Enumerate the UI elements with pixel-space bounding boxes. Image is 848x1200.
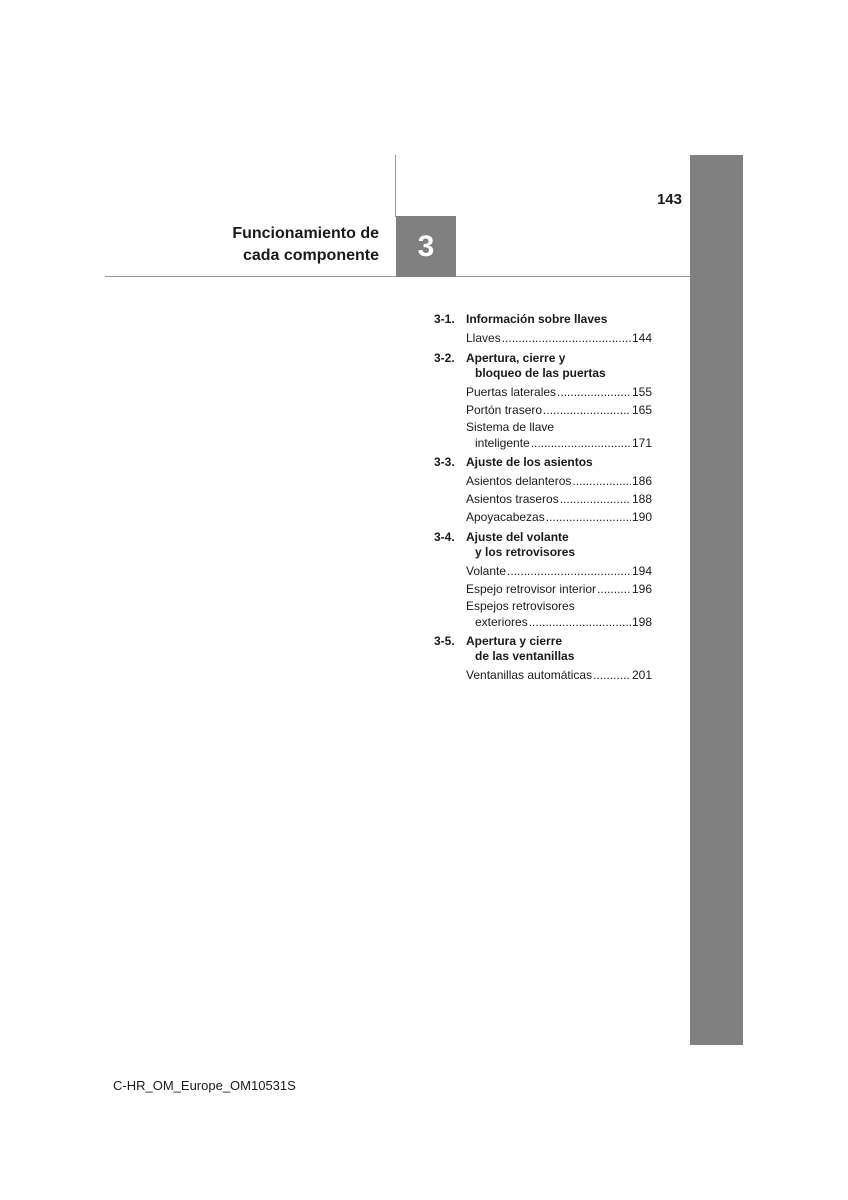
- leader-dots: [529, 614, 631, 630]
- toc-section-title-line: bloqueo de las puertas: [475, 366, 606, 380]
- toc-section-title-line: Información sobre llaves: [466, 312, 608, 326]
- toc-section: [434, 530, 652, 630]
- toc-section-heading: [434, 351, 652, 381]
- toc-entry[interactable]: [434, 329, 652, 347]
- toc-entry-page: 201: [631, 668, 652, 682]
- toc-entry-label: Llaves: [466, 331, 501, 345]
- toc-section-number: 3-4.: [434, 530, 455, 544]
- toc-section: [434, 351, 652, 451]
- document-code-footer: C-HR_OM_Europe_OM10531S: [113, 1078, 296, 1093]
- toc-entry-page: 198: [631, 615, 652, 629]
- toc-section-title-line: Ajuste de los asientos: [466, 455, 593, 469]
- toc-entry-label-line2: exteriores: [475, 615, 528, 629]
- toc-section-number: 3-2.: [434, 351, 455, 365]
- chapter-title-line2: cada componente: [242, 247, 379, 264]
- toc-entry-page: 165: [631, 403, 652, 417]
- leader-dots: [546, 508, 631, 526]
- leader-dots: [507, 562, 631, 580]
- toc-entry-page: 186: [631, 474, 652, 488]
- leader-dots: [543, 401, 631, 419]
- toc-entry-label: Puertas laterales: [466, 385, 557, 399]
- toc-entry-page: 194: [631, 564, 652, 578]
- toc-entry-page: 190: [631, 510, 652, 524]
- toc-entry-label: Portón trasero: [466, 403, 543, 417]
- toc-entry[interactable]: [434, 562, 652, 580]
- leader-dots: [593, 666, 631, 684]
- chapter-number-box: [396, 216, 456, 277]
- toc-section-title-line: Apertura y cierre: [466, 634, 563, 648]
- leader-dots: [557, 383, 631, 401]
- toc-entry[interactable]: [434, 666, 652, 684]
- toc-section-heading: [434, 634, 652, 664]
- toc-section-number: 3-5.: [434, 634, 455, 648]
- toc-section-title: [466, 634, 652, 664]
- toc-section-title-line: Apertura, cierre y: [466, 351, 566, 365]
- leader-dots: [572, 472, 631, 490]
- leader-dots: [531, 435, 631, 451]
- toc-section-title-line: Ajuste del volante: [466, 530, 569, 544]
- toc-entry[interactable]: [434, 472, 652, 490]
- toc-section-title-line: y los retrovisores: [475, 545, 576, 559]
- toc-section-title: [466, 312, 607, 326]
- toc-entry[interactable]: [434, 580, 652, 598]
- toc-section-heading: [434, 312, 652, 327]
- toc-entry-page: 196: [631, 582, 652, 596]
- vertical-divider: [395, 155, 396, 217]
- toc-entry-label: Sistema de llave: [466, 420, 555, 434]
- toc-entry-label: Asientos traseros: [466, 492, 559, 506]
- toc-section: [434, 312, 652, 347]
- toc-entry-label: Volante: [466, 564, 507, 578]
- toc-entry-label: Espejo retrovisor interior: [466, 582, 597, 596]
- chapter-title: [150, 223, 379, 267]
- leader-dots: [560, 490, 631, 508]
- toc-entry-label: Espejos retrovisores: [466, 599, 575, 613]
- toc-entry-page: 171: [631, 436, 652, 450]
- toc-entry[interactable]: [434, 598, 652, 630]
- toc-section: [434, 634, 652, 684]
- page-number: 143: [656, 191, 682, 208]
- toc-entry-label: Ventanillas automáticas: [466, 668, 593, 682]
- toc-entry-label-line2: inteligente: [475, 436, 530, 450]
- toc-section-title: [466, 530, 652, 560]
- toc-section-number: 3-1.: [434, 312, 455, 326]
- toc-entry-label: Apoyacabezas: [466, 510, 545, 524]
- toc-section: [434, 455, 652, 526]
- toc-entry[interactable]: [434, 419, 652, 451]
- toc-section-title-line: de las ventanillas: [475, 649, 575, 663]
- toc-entry-page: 188: [631, 492, 652, 506]
- toc-entry-page: 155: [631, 385, 652, 399]
- toc-entry[interactable]: [434, 490, 652, 508]
- table-of-contents: [434, 312, 652, 688]
- leader-dots: [502, 329, 631, 347]
- chapter-side-tab: [690, 155, 743, 1045]
- toc-section-title: [466, 455, 593, 469]
- leader-dots: [597, 580, 631, 598]
- chapter-number: 3: [417, 229, 435, 263]
- toc-entry-page: 144: [631, 331, 652, 345]
- chapter-title-line1: Funcionamiento de: [232, 225, 379, 242]
- toc-section-heading: [434, 530, 652, 560]
- toc-section-number: 3-3.: [434, 455, 455, 469]
- toc-entry[interactable]: [434, 508, 652, 526]
- toc-entry[interactable]: [434, 401, 652, 419]
- toc-section-title: [466, 351, 652, 381]
- toc-section-heading: [434, 455, 652, 470]
- toc-entry[interactable]: [434, 383, 652, 401]
- toc-entry-label: Asientos delanteros: [466, 474, 572, 488]
